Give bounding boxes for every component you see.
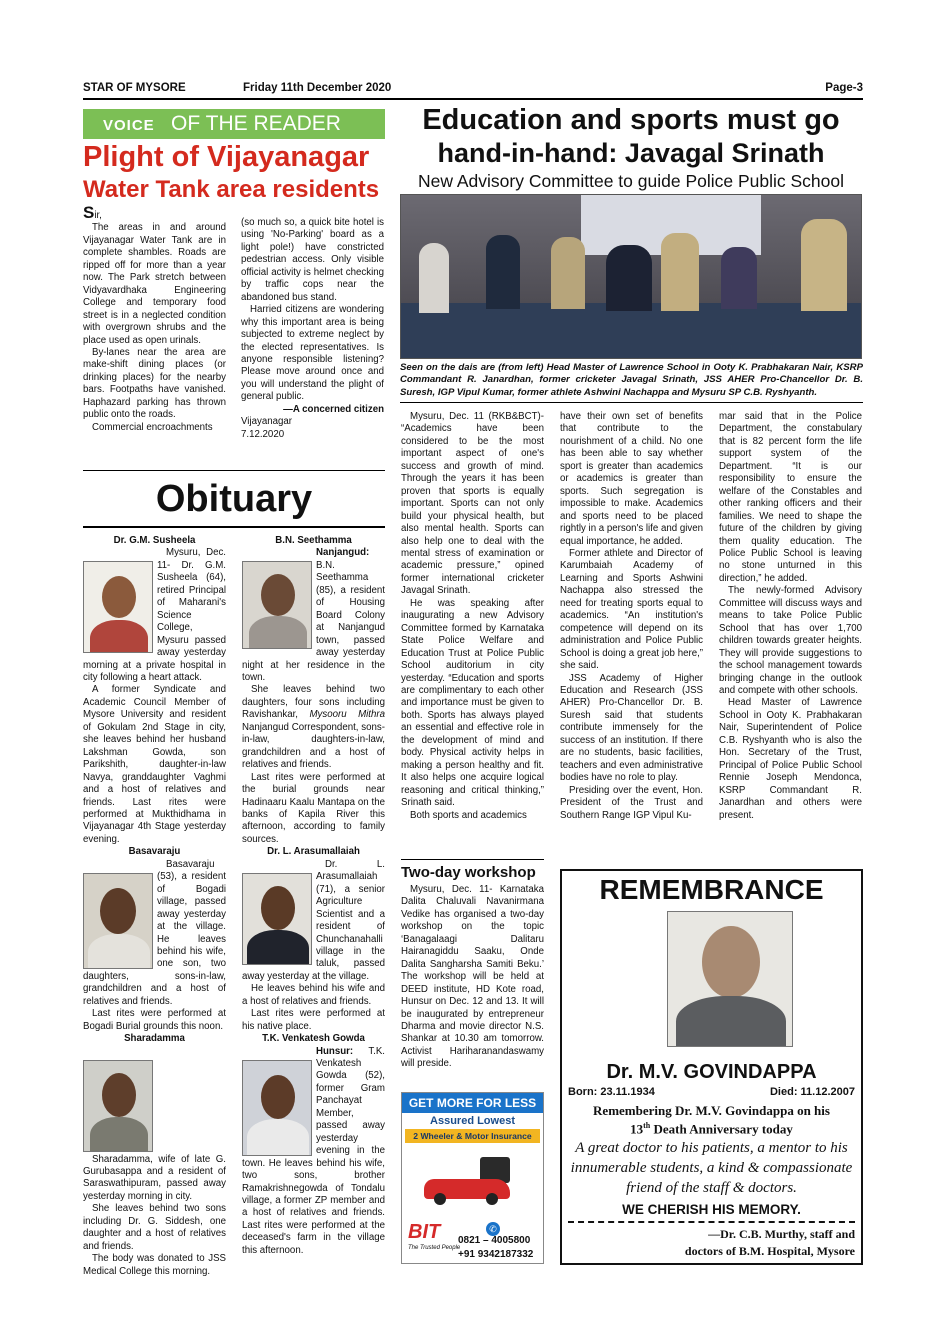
workshop-para: Mysuru, Dec. 11- Karnataka Dalita Chaluvali Navanirmana Vedike has organised a two-day workshop on the topic ‘Banagalaagi Dalitaru Hairanagiddu Saaku, Onde Dalita Sangharsha Samiti Beku.’ The workshop will be held at DEED institute, HD Kote road, Hunsur on Dec. 12 and 13. It will be inaugurated by entrepreneur Dharma and movie director N.S. Shankar at 10.30 am tomorrow. Activist Hariharanandaswamy will preside. (401, 884, 544, 1070)
lead-headline-1: Education and sports must go (422, 104, 840, 136)
obit-name-seethamma: B.N. Seethamma (275, 535, 352, 546)
obit-text: Last rites were performed at his native place. (242, 1008, 385, 1032)
remembrance-born: Born: 23.11.1934 (568, 1086, 655, 1098)
lead-photo-caption: Seen on the dais are (from left) Head Master of Lawrence School in Ooty K. Prabhakaran Nair, KSRP Commandant R. Janardhan, former cricketer Javagal Srinath, JSS AHER Pro-Chancellor Dr. B. Suresh, IGP Vipul Kumar, former athlete Ashwini Nachappa and Mysuru SP C.B. Ryshyanth. (400, 362, 863, 398)
ad-brand: BIT (408, 1221, 441, 1243)
portrait-sharadamma (83, 1060, 153, 1152)
obit-text: T.K. Venkatesh Gowda (52), former Gram Panchayat Member, passed away yesterday evening in the town. He leaves behind his wife, two sons, brother Ramakrishnegowda of Tondalu village, a former ZP member and a host of relatives and friends. Last rites were performed at the deceased's farm in the village this afternoon. (242, 1045, 385, 1256)
obit-name-sharadamma: Sharadamma (124, 1033, 185, 1045)
ad-tagline: The Trusted People (408, 1245, 461, 1251)
ad-top-banner: GET MORE FOR LESS (402, 1093, 543, 1113)
remembrance-tribute-2: innumerable students, a kind & compassionate (570, 1160, 853, 1176)
ad-product: 2 Wheeler & Motor Insurance (405, 1129, 540, 1143)
lead-para: Head Master of Lawrence School in Ooty K. Prabhakaran Nair, Superintendent of Police C.B. Ryshyanth who is also the Hon. Secretary of the Trust, Principal of Police Public School Rennie Joseph Mendonca, KSRP Commandant R. Janardhan and others were present. (719, 697, 862, 821)
portrait-shoulders (249, 616, 307, 649)
portrait-arasumallaiah (242, 873, 312, 965)
person (606, 245, 652, 311)
ad-phone-2[interactable]: +91 9342187332 (458, 1249, 534, 1260)
workshop-body (401, 884, 544, 1071)
voice-signature: —A concerned citizen (283, 403, 384, 415)
voice-date: 7.12.2020 (241, 428, 285, 440)
lead-para: Mysuru, Dec. 11 (RKB&BCT)- “Academics have been considered to be the most important aspect of one's success and growth of mind. Through the years it has been proven that sports is equally important. Sports can not only build your physical health, but also mental health. Sports can also help one to deal with the mental stress of examination or academic pressure,” opined former international cricketer Javagal Srinath. (401, 411, 544, 597)
voice-para: Commercial encroachments (92, 421, 213, 433)
voice-place: Vijayanagar (241, 416, 292, 428)
voice-headline-2: Water Tank area residents (83, 176, 380, 203)
anniversary-suffix: th (643, 1121, 651, 1130)
lead-para: Former athlete and Director of Karumbaiah Academy of Learning and Sports Ashwini Nachappa also stressed the need for treating sports equal to academics. “An institution's competence will depend on its administration and Police Public School is doing a great job here,” she said. (560, 547, 703, 672)
obit-text: Basavaraju (53), a resident of Bogadi village, passed away yesterday at the village. He leaves behind his wife, one son, two daughters, sons-in-law, grandchildren and a host of relatives and friends. (83, 858, 226, 1007)
voice-para: (so much so, a quick bite hotel is using 'No-Parking' board as a light pole!) have constricted pedestrian access. Only visible official activity is helmet checking by traffic cops near the abandoned bus stand. (241, 217, 384, 303)
voice-col-1 (83, 203, 226, 434)
lead-col-3 (719, 411, 862, 822)
masthead-rule (83, 98, 863, 100)
obit-place: Nanjangud: (316, 547, 370, 559)
ad-assured: Assured Lowest (430, 1115, 515, 1127)
obit-text: A former Syndicate and Academic Council Member of Mysore University and resident of Gokulam 2nd Stage in city, she leaves behind her husband Lakshman Gowda, son Parikshith, daughter-in-law Navya, granddaughter Vaghmi and a host of relatives and friends. Last rites were performed at Mukthidhama in Vijayanagar 4th Stage yesterday evening. (83, 684, 226, 845)
portrait-shoulders (88, 934, 150, 969)
lead-para: JSS Academy of Higher Education and Research (JSS AHER) Pro-Chancellor Dr. B. Suresh said that students contribute immensely for the success of an institution. If there are no students, basic facilities, teachers and even administrative bodies have no role to play. (560, 672, 703, 784)
portrait-face (702, 926, 760, 998)
portrait-face (261, 886, 295, 930)
portrait-venkatesh (242, 1060, 312, 1156)
ad-phone-1[interactable]: 0821 – 4005800 (458, 1235, 531, 1246)
obit-text: Last rites were performed at the burial grounds near Hadinaaru Kaalu Mantapa on the banks of Kapila River this afternoon, according to family sources. (242, 771, 385, 845)
obit-text: Mysuru, Dec. 11- Dr. G.M. Susheela (64), retired Principal of Maharani's Science College, Mysuru passed away yesterday morning at a private hospital in city following a heart attack. (83, 547, 226, 683)
obituary-rule (83, 526, 385, 528)
wheel-icon (486, 1193, 498, 1205)
portrait-face (261, 574, 295, 616)
portrait-seethamma (242, 561, 312, 649)
remembrance-box (560, 869, 863, 1265)
lead-photo (400, 194, 862, 359)
voice-banner (83, 109, 385, 139)
obit-text: Nanjangud Correspondent, sons-in-law, daughters-in-law, grandchildren and a host of relatives and friends. (242, 721, 385, 771)
portrait-face (100, 888, 136, 934)
lead-para: Presiding over the event, Hon. President of the Trust and Southern Range IGP Vipul Ku- (560, 784, 703, 821)
remembrance-from-1: —Dr. C.B. Murthy, staff and (708, 1227, 855, 1241)
obit-place: Hunsur: (316, 1045, 354, 1057)
obit-name-arasumallaiah: Dr. L. Arasumallaiah (267, 846, 360, 858)
obituary-title: Obituary (155, 478, 313, 520)
voice-col-2 (241, 217, 384, 441)
voice-dropcap: S (83, 203, 95, 222)
masthead-date: Friday 11th December 2020 (243, 82, 392, 94)
anniversary-text: Death Anniversary today (650, 1121, 793, 1137)
voice-banner-voice: VOICE (103, 117, 155, 134)
caption-rule (400, 402, 863, 403)
dais-table (401, 303, 862, 359)
remembrance-tribute-3: friend of the staff & doctors. (626, 1180, 797, 1196)
car-graphic (420, 1157, 524, 1203)
person (661, 233, 699, 311)
portrait-susheela (83, 561, 153, 653)
remembrance-line-2 (562, 1121, 861, 1137)
person (721, 247, 757, 309)
obit-text: Sharadamma, wife of late G. Gurubasappa and a resident of Saraswathipuram, passed away yesterday morning in city. (83, 1153, 226, 1202)
lead-col-1 (401, 411, 544, 822)
voice-headline-1: Plight of Vijayanagar (83, 141, 370, 173)
insurance-ad[interactable] (401, 1092, 544, 1264)
remembrance-died: Died: 11.12.2007 (769, 1086, 855, 1098)
portrait-shoulders (90, 620, 148, 653)
person (486, 235, 520, 309)
lead-para: have their own set of benefits that contribute to the nourishment of a child. No one has been able to say whether sport is greater than academics or academics is greater than sports. Such segregation is impossible to make. Academics and sports need to be placed rightly in a person's life and given equal importance, he added. (560, 411, 703, 547)
obit-col-2 (242, 535, 385, 1257)
obit-text: Dr. L. Arasumallaiah (71), a senior Agriculture Scientist and a resident of Chunchanahalli village in the taluk, passed away yesterday at the village. (242, 858, 385, 982)
voice-bottom-rule (83, 470, 385, 471)
portrait-face (102, 1073, 136, 1117)
lead-para: mar said that in the Police Department, the constabulary that is 82 percent form the life support system of the Department. “It is our responsibility to ensure the welfare of the Constables and other ranking officers and their families. We need to shape the future of the children by giving them quality education. The Police Public School is leaving no stone unturned in this direction,” he added. (719, 411, 862, 584)
remembrance-tribute-1: A great doctor to his patients, a mentor to his (575, 1140, 848, 1156)
masthead-paper: STAR OF MYSORE (83, 82, 186, 94)
lead-col-2 (560, 411, 703, 822)
phone-icon: ✆ (486, 1219, 500, 1237)
portrait-basavaraju (83, 873, 153, 969)
voice-salutation: ir, (94, 210, 102, 221)
person (551, 237, 585, 309)
obit-text: B.N. Seethamma (85), a resident of Housing Board Colony at Nanjangud town, passed away yesterday night at her residence in the town. (242, 559, 385, 683)
lead-headline-2: hand-in-hand: Javagal Srinath (437, 138, 825, 168)
voice-para: Harried citizens are wondering why this important area is being subjected to extreme neglect by the elected representatives. Is anyone responsible listening? Please move around once and you will understand the plight of general public. (241, 304, 384, 403)
obit-text: She leaves behind two sons including Dr. G. Siddesh, one daughter and a host of relatives and friends. (83, 1203, 226, 1252)
obit-col-1 (83, 535, 226, 1278)
lead-subhead: New Advisory Committee to guide Police Public School (417, 171, 845, 191)
portrait-face (261, 1075, 295, 1119)
remembrance-dash-rule (568, 1221, 855, 1223)
voice-para: By-lanes near the area are make-shift dining places (or drinking places) for the nearby bars. Footpaths have vanished. Haphazard parking has thrown public onto the roads. (83, 346, 226, 421)
lead-para: Both sports and academics (410, 809, 527, 821)
masthead-page: Page-3 (825, 82, 863, 94)
remembrance-title: REMEMBRANCE (599, 874, 824, 905)
person (801, 219, 847, 311)
portrait-shoulders (676, 996, 786, 1047)
portrait-govindappa (667, 911, 793, 1047)
remembrance-line-1: Remembering Dr. M.V. Govindappa on his (593, 1103, 830, 1118)
portrait-shoulders (247, 930, 309, 965)
obit-name-venkatesh: T.K. Venkatesh Gowda (262, 1033, 365, 1045)
obit-name-susheela: Dr. G.M. Susheela (113, 535, 196, 546)
portrait-face (102, 576, 136, 618)
obit-name-basavaraju: Basavaraju (128, 846, 181, 858)
voice-banner-rest: OF THE READER (171, 112, 341, 135)
remembrance-cherish: WE CHERISH HIS MEMORY. (622, 1202, 801, 1217)
workshop-headline: Two-day workshop (401, 864, 536, 881)
voice-para: The areas in and around Vijayanagar Water Tank are in complete shambles. Roads are ripped off for more than a year now. The Park stretch between Vidyavardhaka Engineering College and temporary food street is in a neglected condition with overgrown shrubs and the place used as open urinals. (83, 222, 226, 346)
wheel-icon (434, 1193, 446, 1205)
anniversary-number: 13 (630, 1121, 644, 1137)
obit-text-italic: Mysooru Mithra (309, 709, 385, 721)
obit-text: He leaves behind his wife and a host of relatives and friends. (242, 983, 385, 1007)
workshop-rule (401, 859, 544, 860)
obit-text: Last rites were performed at Bogadi Burial grounds this noon. (83, 1008, 226, 1032)
remembrance-name: Dr. M.V. GOVINDAPPA (606, 1061, 817, 1083)
portrait-shoulders (247, 1119, 309, 1156)
obit-text: The body was donated to JSS Medical College this morning. (83, 1253, 226, 1277)
obit-text: She leaves behind two daughters, four sons including Ravishankar, (242, 684, 385, 721)
lead-para: He was speaking after inaugurating a new Advisory Committee formed by Karnataka State Police Welfare and Education Trust at Police Public School auditorium in city yesterday. “Education and sports are complimentary to each other and importance must be given to both. Sports has always played an essential and effective role in the development of mind and body. Physical activity helps in making a person healthy and fit. It also helps one acquire logical reasoning and critical thinking,” Srinath said. (401, 597, 544, 809)
person (419, 243, 449, 313)
portrait-shoulders (90, 1117, 148, 1152)
lead-para: The newly-formed Advisory Committee will discuss ways and means to take Police Public School that has over 1,700 children towards greater heights. They will provide suggestions to the school management towards bringing change in the outlook and compete with other schools. (719, 585, 862, 696)
remembrance-from-2: doctors of B.M. Hospital, Mysore (684, 1244, 855, 1258)
